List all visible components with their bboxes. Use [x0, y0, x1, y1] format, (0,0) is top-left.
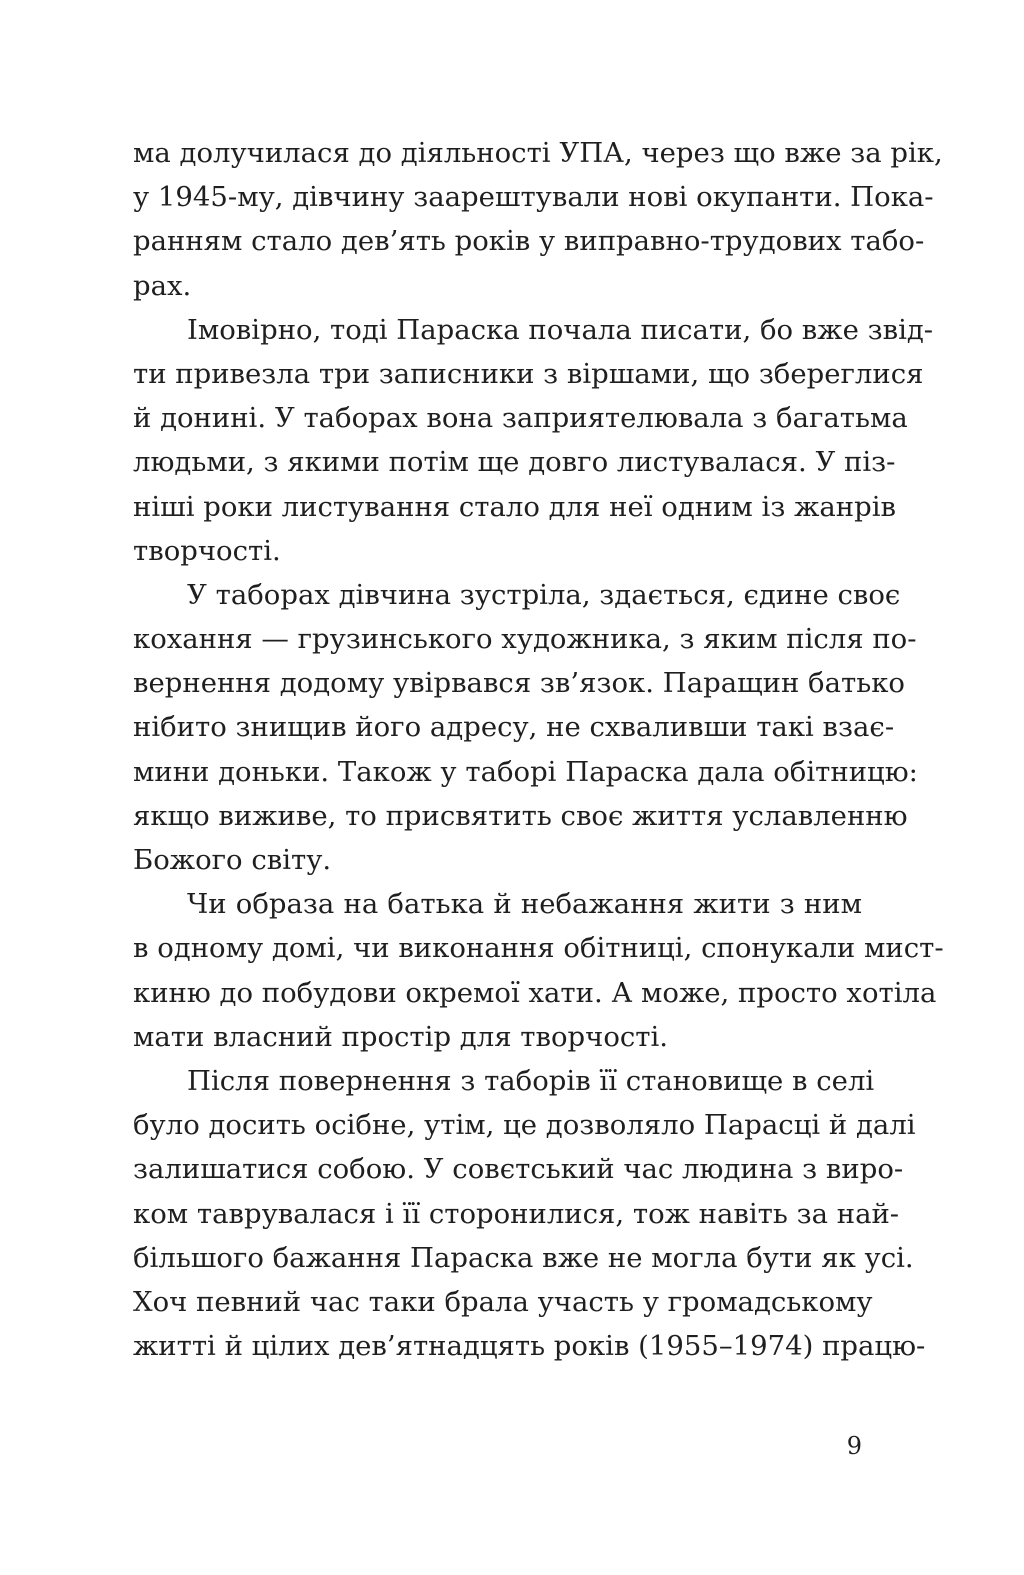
text-line: киню до побудови окремої хати. А може, просто хотіла — [133, 976, 937, 1009]
text-line: мати власний простір для творчості. — [133, 1020, 669, 1053]
text-line: творчості. — [133, 534, 281, 567]
text-line: Хоч певний час таки брала участь у громадському — [133, 1285, 873, 1318]
text-line: людьми, з якими потім ще довго листувалася. У піз- — [133, 446, 896, 479]
text-line: було досить осібне, утім, це дозволяло Парасці й далі — [133, 1109, 916, 1142]
text-line: Чи образа на батька й небажання жити з ним — [187, 888, 862, 921]
text-line: й донині. У таборах вона заприятелювала з багатьма — [133, 402, 908, 435]
text-line: Імовірно, тоді Параска почала писати, бо вже звід- — [187, 313, 934, 346]
text-line: ніші роки листування стало для неї одним із жанрів — [133, 490, 896, 523]
text-line: більшого бажання Параска вже не могла бути як усі. — [133, 1241, 914, 1274]
text-line: залишатися собою. У совєтський час людина з виро- — [133, 1153, 904, 1186]
text-line: У таборах дівчина зустріла, здається, єдине своє — [187, 578, 901, 611]
paragraph-3 — [133, 573, 918, 882]
text-line: в одному домі, чи виконання обітниці, спонукали мист- — [133, 932, 944, 965]
text-line: нібито знищив його адресу, не схваливши такі взає- — [133, 711, 895, 744]
text-line: якщо виживе, то присвятить своє життя уславленню — [133, 799, 908, 832]
paragraph-1 — [133, 131, 943, 308]
text-line: мини доньки. Також у таборі Параска дала обітницю: — [133, 755, 918, 788]
text-line: Після повернення з таборів її становище в селі — [187, 1064, 875, 1097]
paragraph-4 — [133, 882, 944, 1059]
text-line: ти привезла три записники з віршами, що збереглися — [133, 357, 924, 390]
page-number: 9 — [846, 1432, 862, 1460]
paragraph-2 — [133, 308, 934, 573]
text-line: житті й цілих дев’ятнадцять років (1955–1974) працю- — [133, 1330, 926, 1363]
paragraph-5 — [133, 1059, 926, 1368]
page-body — [133, 131, 944, 1368]
text-line: вернення додому увірвався зв’язок. Паращин батько — [133, 667, 905, 700]
text-line: рах. — [133, 269, 192, 302]
text-line: у 1945-му, дівчину заарештували нові окупанти. Пока- — [133, 181, 934, 214]
text-line: ком таврувалася і її сторонилися, тож навіть за най- — [133, 1197, 900, 1230]
text-line: ранням стало дев’ять років у виправно-трудових табо- — [133, 225, 925, 258]
text-line: Божого світу. — [133, 844, 332, 876]
text-line: ма долучилася до діяльності УПА, через що вже за рік, — [133, 137, 943, 169]
text-line: кохання — грузинського художника, з яким після по- — [133, 623, 917, 656]
